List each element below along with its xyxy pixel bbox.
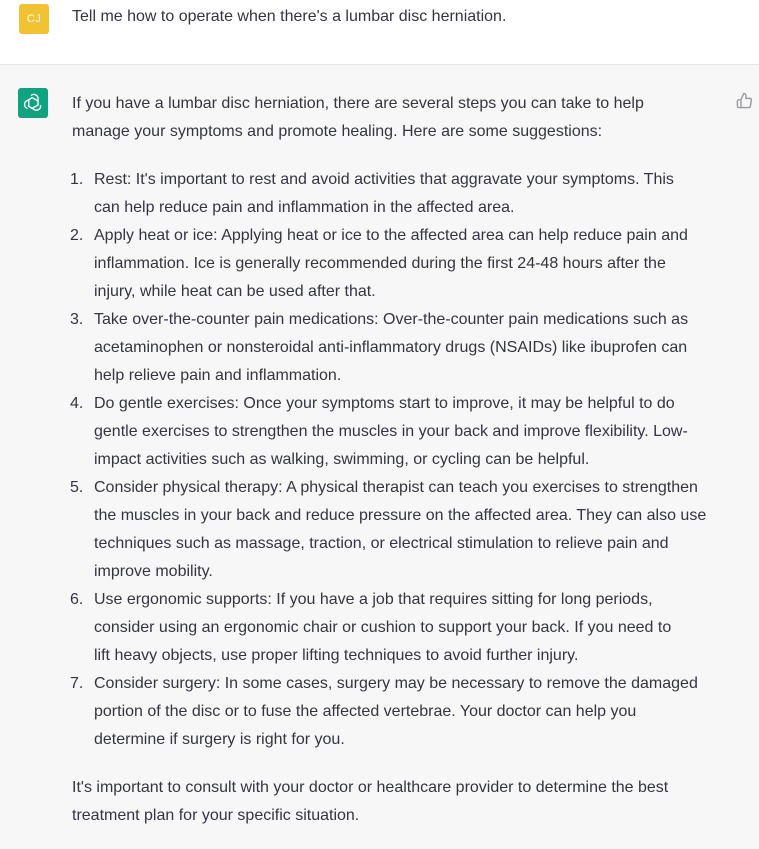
outro-paragraph [72, 774, 732, 830]
assistant-message-content [72, 90, 732, 830]
list-item-line: Rest: It's important to rest and avoid activities that aggravate your symptoms. This [94, 171, 674, 188]
list-item-line: determine if surgery is right for you. [94, 731, 345, 748]
list-item-number: 5. [70, 479, 84, 496]
list-item-line: techniques such as massage, traction, or electrical stimulation to relieve pain and [94, 535, 669, 552]
thumbs-up-icon[interactable] [736, 92, 753, 109]
user-message-row [0, 0, 759, 65]
intro-line: manage your symptoms and promote healing. Here are some suggestions: [72, 123, 603, 140]
list-item-line: Use ergonomic supports: If you have a job that requires sitting for long periods, [94, 591, 653, 608]
list-item [72, 306, 732, 390]
suggestion-list [72, 166, 732, 754]
assistant-message-row [0, 65, 759, 849]
list-item-number: 3. [70, 311, 84, 328]
user-avatar: CJ [19, 4, 49, 34]
list-item-line: Consider surgery: In some cases, surgery may be necessary to remove the damaged [94, 675, 698, 692]
list-item-line: portion of the disc or to fuse the affected vertebrae. Your doctor can help you [94, 703, 637, 720]
list-item [72, 166, 732, 222]
list-item-line: Apply heat or ice: Applying heat or ice to the affected area can help reduce pain and [94, 227, 688, 244]
list-item-line: impact activities such as walking, swimming, or cycling can be helpful. [94, 451, 590, 468]
list-item-line: improve mobility. [94, 563, 213, 580]
list-item-line: can help reduce pain and inflammation in the affected area. [94, 199, 515, 216]
list-item [72, 474, 732, 586]
list-item-line: consider using an ergonomic chair or cushion to support your back. If you need to [94, 619, 672, 636]
list-item-number: 1. [70, 171, 84, 188]
list-item-line: gentle exercises to strengthen the muscles in your back and improve flexibility. Low- [94, 423, 688, 440]
list-item-number: 4. [70, 395, 84, 412]
list-item-number: 7. [70, 675, 84, 692]
intro-paragraph [72, 90, 732, 146]
list-item [72, 670, 732, 754]
list-item-line: help relieve pain and inflammation. [94, 367, 342, 384]
list-item-line: Consider physical therapy: A physical therapist can teach you exercises to strengthen [94, 479, 698, 496]
list-item-line: acetaminophen or nonsteroidal anti-inflammatory drugs (NSAIDs) like ibuprofen can [94, 339, 688, 356]
list-item [72, 390, 732, 474]
list-item-number: 2. [70, 227, 84, 244]
list-item-line: the muscles in your back and reduce pressure on the affected area. They can also use [94, 507, 707, 524]
list-item [72, 586, 732, 670]
list-item-line: Take over-the-counter pain medications: Over-the-counter pain medications such as [94, 311, 689, 328]
list-item-line: injury, while heat can be used after that. [94, 283, 376, 300]
user-message-text: Tell me how to operate when there's a lumbar disc herniation. [72, 8, 507, 25]
list-item-number: 6. [70, 591, 84, 608]
outro-line: It's important to consult with your doctor or healthcare provider to determine the best [72, 779, 669, 796]
outro-line: treatment plan for your specific situation. [72, 807, 360, 824]
openai-logo-icon [18, 88, 48, 118]
list-item-line: lift heavy objects, use proper lifting techniques to avoid further injury. [94, 647, 579, 664]
intro-line: If you have a lumbar disc herniation, there are several steps you can take to help [72, 95, 644, 112]
list-item-line: inflammation. Ice is generally recommended during the first 24-48 hours after the [94, 255, 666, 272]
list-item-line: Do gentle exercises: Once your symptoms start to improve, it may be helpful to do [94, 395, 675, 412]
list-item [72, 222, 732, 306]
